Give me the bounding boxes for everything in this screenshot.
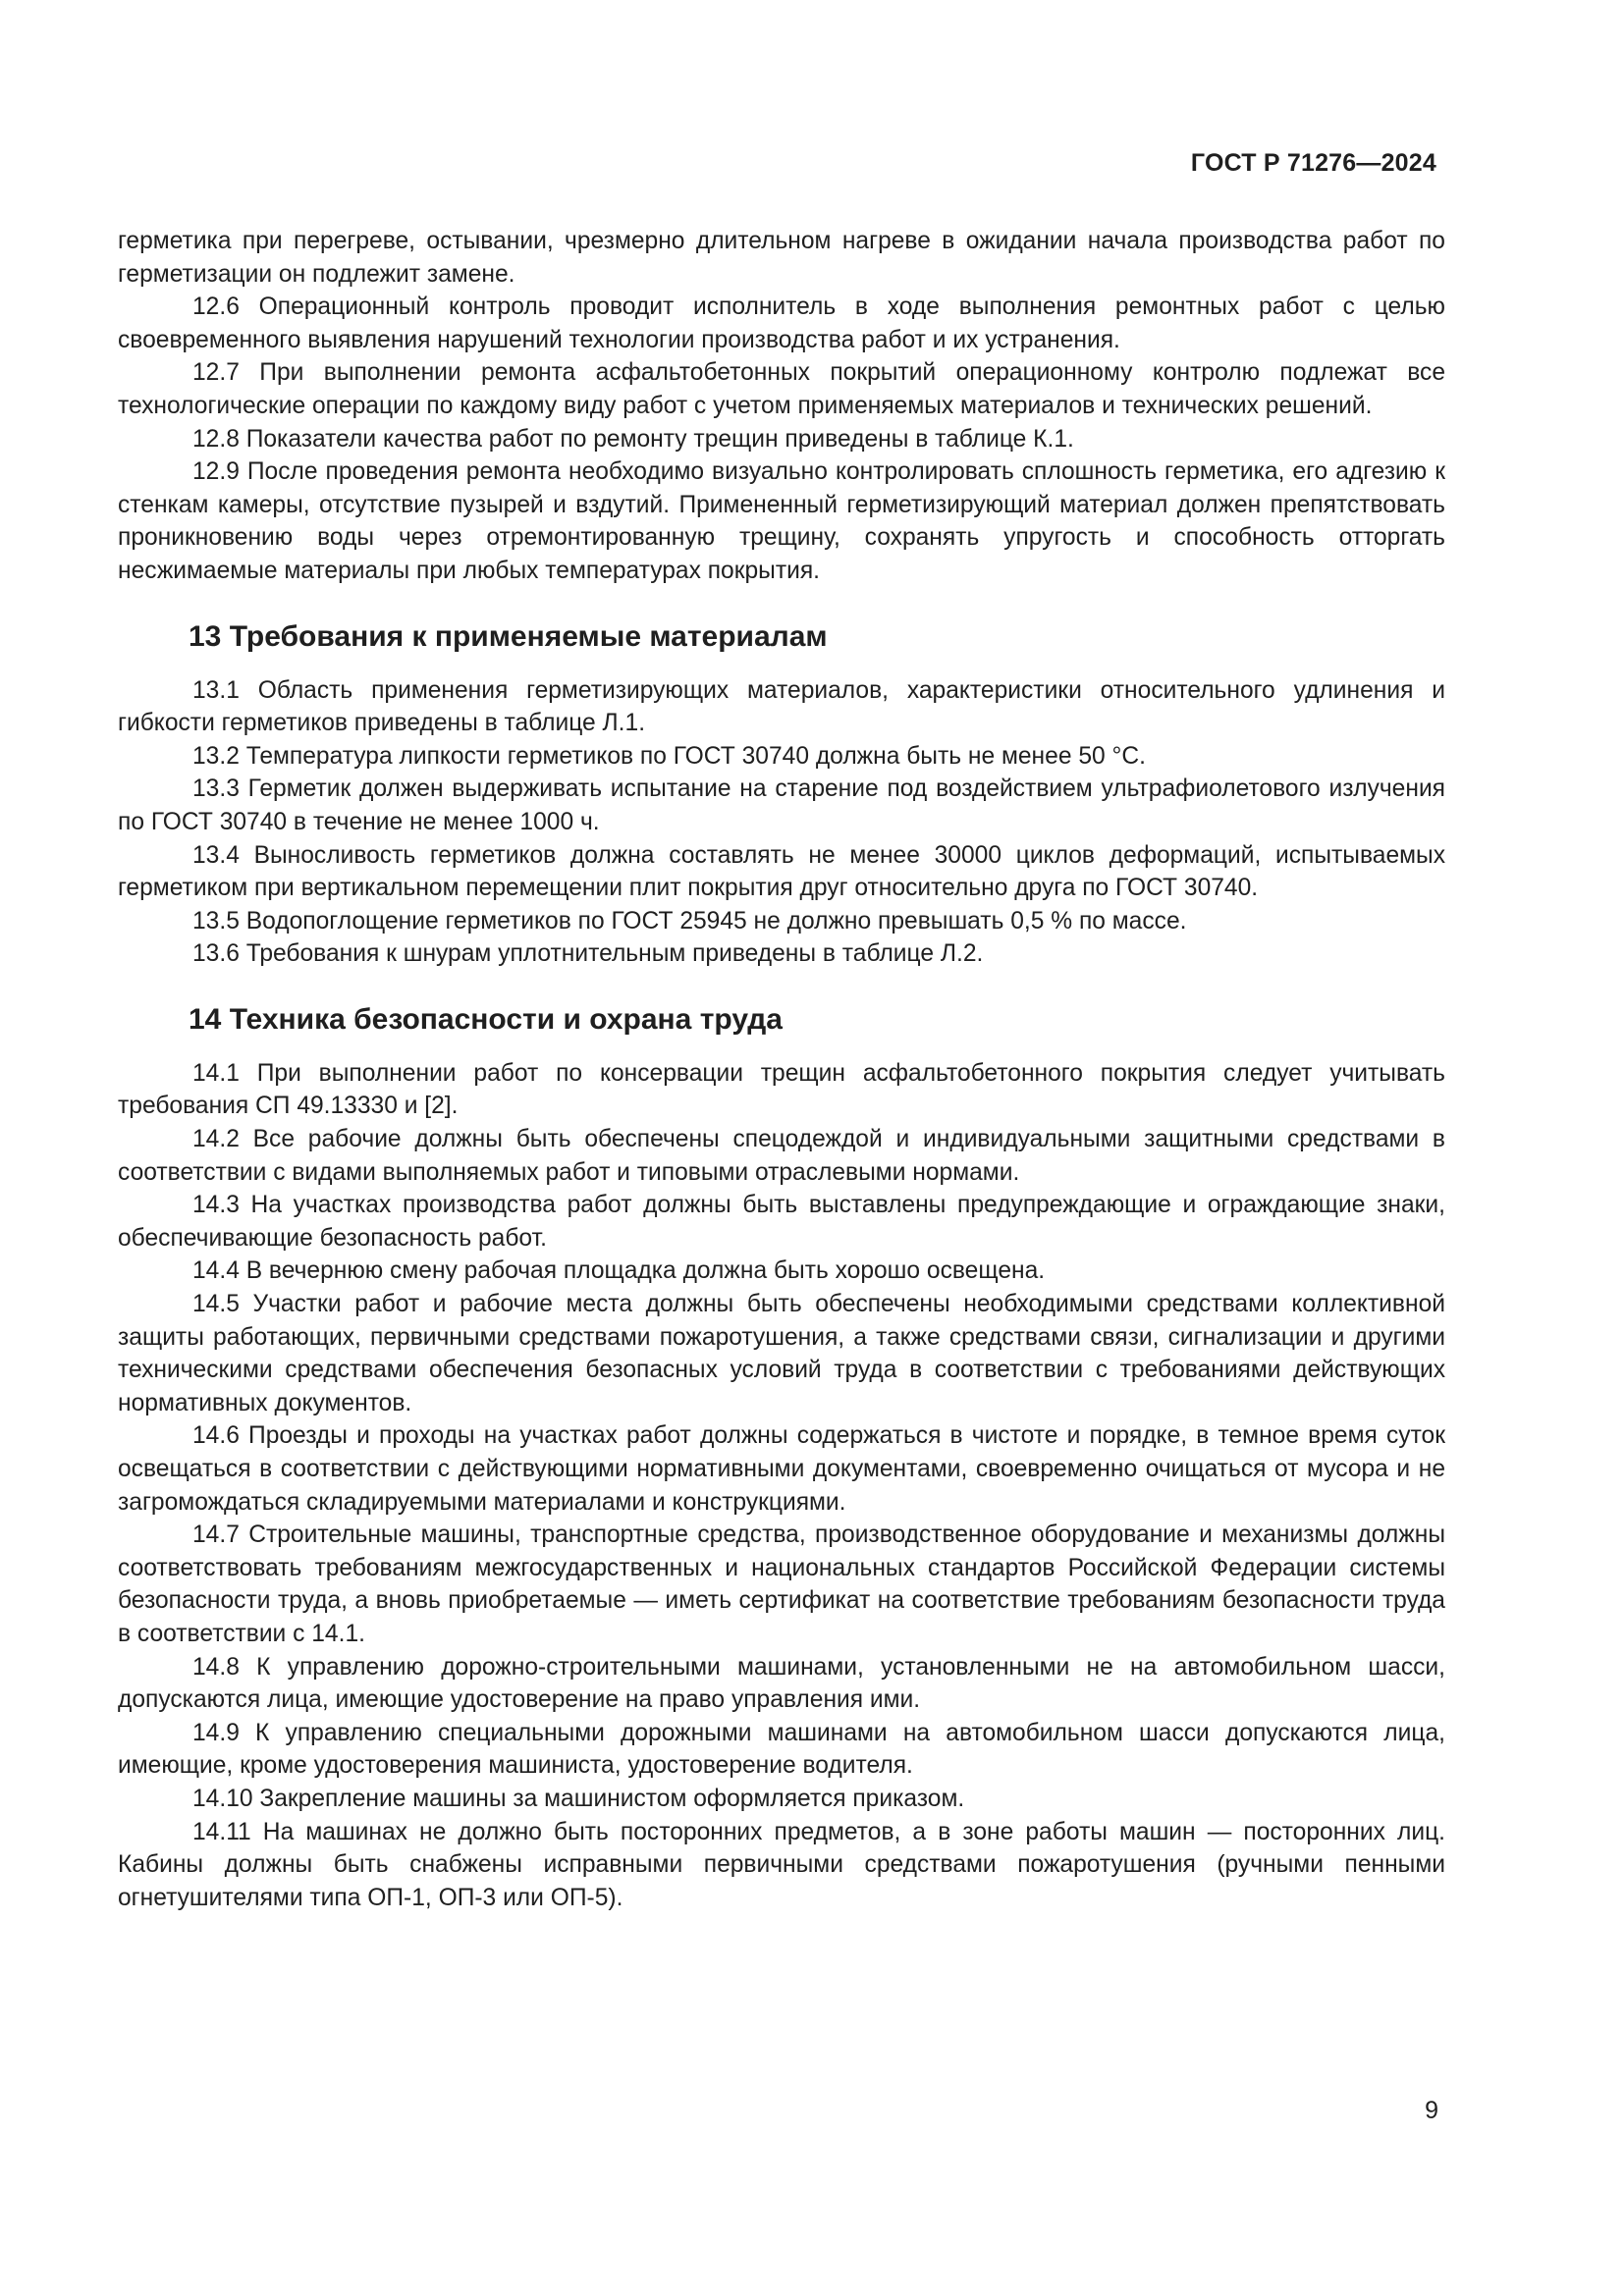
paragraph-14-2: 14.2 Все рабочие должны быть обеспечены спецодеждой и индивидуальными защитными средствами в соответствии с видами выполняемых работ и типовыми отраслевыми нормами. <box>118 1126 1445 1186</box>
paragraph-12-6: 12.6 Операционный контроль проводит исполнитель в ходе выполнения ремонтных работ с целью своевременного выявления нарушений технологии производства работ и их устранения. <box>118 294 1445 353</box>
paragraph-14-1: 14.1 При выполнении работ по консервации трещин асфальтобетонного покрытия следует учитывать требования СП 49.13330 и [2]. <box>118 1059 1445 1120</box>
paragraph-14-6: 14.6 Проезды и проходы на участках работ должны содержаться в чистоте и порядке, в темное время суток освещаться в соответствии с действующими нормативными документами, своевременно очищаться от мусора и не загромождаться складируемыми материалами и конструкциями. <box>118 1422 1445 1516</box>
section-heading-14: 14 Техника безопасности и охрана труда <box>189 1002 783 1036</box>
paragraph-12-7: 12.7 При выполнении ремонта асфальтобетонных покрытий операционному контролю подлежат все технологические операции по каждому виду работ с учетом применяемых материалов и технических решений. <box>118 359 1445 419</box>
paragraph-14-8: 14.8 К управлению дорожно-строительными машинами, установленными не на автомобильном шасси, допускаются лица, имеющие удостоверение на право управления ими. <box>118 1653 1445 1714</box>
paragraph-14-3: 14.3 На участках производства работ должны быть выставлены предупреждающие и ограждающие знаки, обеспечивающие безопасность работ. <box>118 1192 1445 1252</box>
document-id-header: ГОСТ Р 71276—2024 <box>1190 149 1436 177</box>
paragraph-13-5: 13.5 Водопоглощение герметиков по ГОСТ 25945 не должно превышать 0,5 % по массе. <box>192 907 1187 934</box>
paragraph-14-4: 14.4 В вечернюю смену рабочая площадка должна быть хорошо освещена. <box>192 1257 1046 1285</box>
paragraph-13-4: 13.4 Выносливость герметиков должна составлять не менее 30000 циклов деформаций, испытываемых герметиком при вертикальном перемещении плит покрытия друг относительно друга по ГОСТ 30740. <box>118 841 1445 902</box>
paragraph-14-11: 14.11 На машинах не должно быть посторонних предметов, а в зоне работы машин — посторонних лиц. Кабины должны быть снабжены исправными первичными средствами пожаротушения (ручными пенными огнетушителями типа ОП-1, ОП-3 или ОП-5). <box>118 1818 1445 1911</box>
document-body <box>118 225 1445 1914</box>
paragraph-13-2: 13.2 Температура липкости герметиков по ГОСТ 30740 должна быть не менее 50 °С. <box>192 742 1146 770</box>
paragraph-12-8: 12.8 Показатели качества работ по ремонту трещин приведены в таблице К.1. <box>192 425 1074 453</box>
paragraph-12-9: 12.9 После проведения ремонта необходимо визуально контролировать сплошность герметика, его адгезию к стенкам камеры, отсутствие пузырей и вздутий. Примененный герметизирующий материал должен препятствовать проникновению воды через отремонтированную трещину, сохранять упругость и способность отторгать несжимаемые материалы при любых температурах покрытия. <box>118 458 1445 584</box>
page-number: 9 <box>1425 2097 1438 2124</box>
paragraph-13-3: 13.3 Герметик должен выдерживать испытание на старение под воздействием ультрафиолетового излучения по ГОСТ 30740 в течение не менее 1000 ч. <box>118 775 1445 835</box>
paragraph-14-7: 14.7 Строительные машины, транспортные средства, производственное оборудование и механизмы должны соответствовать требованиям межгосударственных и национальных стандартов Российской Федерации системы безопасности труда, а вновь приобретаемые — иметь сертификат на соответствие требованиям безопасности труда в соответствии с 14.1. <box>118 1522 1445 1647</box>
paragraph-13-6: 13.6 Требования к шнурам уплотнительным приведены в таблице Л.2. <box>192 940 984 968</box>
paragraph-14-9: 14.9 К управлению специальными дорожными машинами на автомобильном шасси допускаются лица, имеющие, кроме удостоверения машиниста, удостоверение водителя. <box>118 1719 1445 1780</box>
paragraph-14-10: 14.10 Закрепление машины за машинистом оформляется приказом. <box>192 1785 965 1812</box>
paragraph-14-5: 14.5 Участки работ и рабочие места должны быть обеспечены необходимыми средствами коллективной защиты работающих, первичными средствами пожаротушения, а также средствами связи, сигнализации и другими техническими средствами обеспечения безопасных условий труда в соответствии с требованиями действующих нормативных документов. <box>118 1291 1445 1416</box>
paragraph-13-1: 13.1 Область применения герметизирующих материалов, характеристики относительного удлинения и гибкости герметиков приведены в таблице Л.1. <box>118 676 1445 737</box>
section-heading-13: 13 Требования к применяемые материалам <box>189 619 828 653</box>
paragraph-continued: герметика при перегреве, остывании, чрезмерно длительном нагреве в ожидании начала производства работ по герметизации он подлежит замене. <box>118 228 1445 288</box>
